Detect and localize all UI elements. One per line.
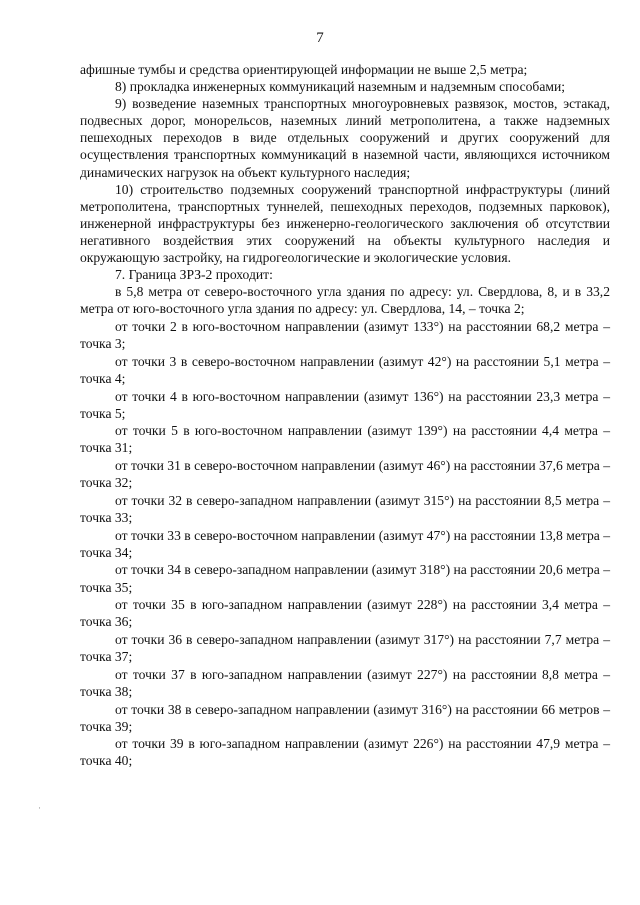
boundary-segment: от точки 31 в северо-восточном направлении (азимут 46°) на расстоянии 37,6 метра – точка 32;	[80, 458, 610, 491]
boundary-segment: от точки 35 в юго-западном направлении (азимут 228°) на расстоянии 3,4 метра – точка 36;	[80, 597, 610, 630]
boundary-segment: от точки 37 в юго-западном направлении (азимут 227°) на расстоянии 8,8 метра – точка 38;	[80, 666, 610, 699]
paragraph-billboards: афишные тумбы и средства ориентирующей информации не выше 2,5 метра;	[80, 62, 528, 77]
boundary-segment: от точки 39 в юго-западном направлении (азимут 226°) на расстоянии 47,9 метра – точка 40;	[80, 736, 610, 769]
boundary-segment: от точки 33 в северо-восточном направлении (азимут 47°) на расстоянии 13,8 метра – точка 34;	[80, 527, 610, 560]
paragraph-start-point: в 5,8 метра от северо-восточного угла здания по адресу: ул. Свердлова, 8, и в 33,2 метра от юго-восточного угла здания по адресу: ул. Свердлова, 14, – точка 2;	[80, 284, 610, 317]
boundary-segment: от точки 3 в северо-восточном направлении (азимут 42°) на расстоянии 5,1 метра – точка 4;	[80, 353, 610, 386]
document-body	[80, 61, 610, 770]
boundary-segment: от точки 36 в северо-западном направлении (азимут 317°) на расстоянии 7,7 метра – точка 37;	[80, 632, 610, 665]
boundary-segment: от точки 38 в северо-западном направлении (азимут 316°) на расстоянии 66 метров – точка 39;	[80, 701, 610, 734]
margin-mark: ·	[38, 803, 41, 813]
boundary-segment: от точки 2 в юго-восточном направлении (азимут 133°) на расстоянии 68,2 метра – точка 3;	[80, 319, 610, 352]
paragraph-item-10: 10) строительство подземных сооружений транспортной инфраструктуры (линий метрополитена, транспортных туннелей, пешеходных переходов, подземных парковок), инженерной инфраструктуры без инженерно-геологического заключения об отсутствии негативного воздействия этих сооружений на объекты культурного наследия и окружающую застройку, на гидрогеологические и экологические условия.	[80, 181, 610, 266]
boundary-segment: от точки 5 в юго-восточном направлении (азимут 139°) на расстоянии 4,4 метра – точка 31;	[80, 423, 610, 456]
paragraph-item-8: 8) прокладка инженерных коммуникаций наземным и надземным способами;	[115, 79, 566, 95]
boundary-segment: от точки 4 в юго-восточном направлении (азимут 136°) на расстоянии 23,3 метра – точка 5;	[80, 388, 610, 421]
section-heading: 7. Граница ЗРЗ-2 проходит:	[115, 267, 273, 283]
page-number: 7	[316, 30, 324, 46]
paragraph-item-9: 9) возведение наземных транспортных многоуровневых развязок, мостов, эстакад, подвесных дорог, монорельсов, наземных линий метрополитена, а также надземных пешеходных переходов в виде отдельных сооружений и других сооружений для осуществления транспортных коммуникаций в наземной части, являющихся источником динамических нагрузок на объект культурного наследия;	[80, 96, 610, 180]
boundary-segment: от точки 34 в северо-западном направлении (азимут 318°) на расстоянии 20,6 метра – точка 35;	[80, 562, 610, 595]
boundary-segment: от точки 32 в северо-западном направлении (азимут 315°) на расстоянии 8,5 метра – точка 33;	[80, 492, 610, 525]
boundary-segment-list	[80, 318, 610, 770]
